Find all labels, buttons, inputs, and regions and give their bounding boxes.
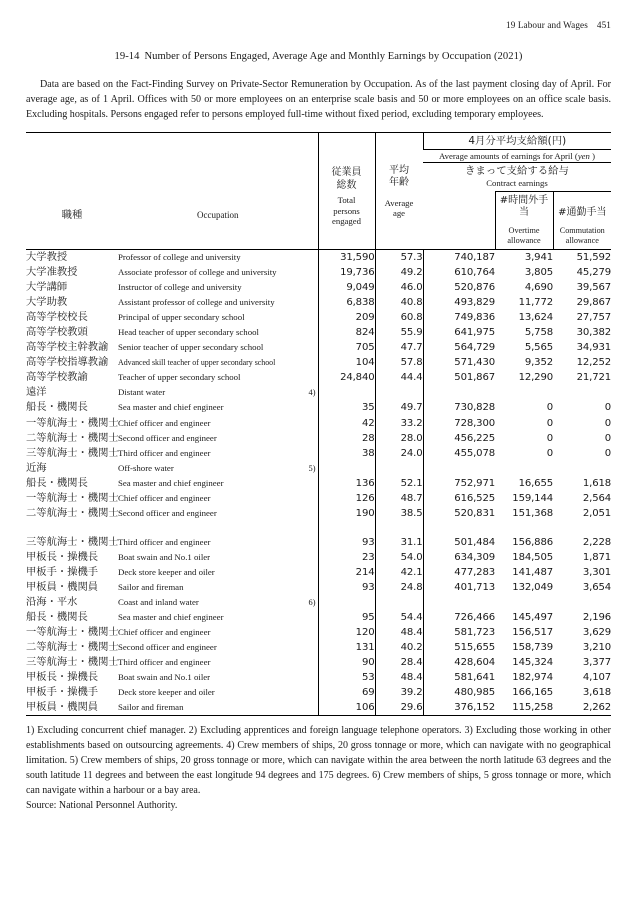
row-overtime-allowance: 141,487: [512, 566, 553, 578]
header-total-persons-jp-line2: 総数: [336, 179, 357, 191]
row-occupation-en: Third officer and engineer: [118, 536, 211, 547]
row-commutation-allowance: 3,629: [582, 627, 612, 639]
row-overtime-allowance: 0: [546, 402, 553, 414]
row-commutation-allowance: 3,301: [582, 566, 612, 578]
row-occupation-jp: 近海: [26, 461, 47, 474]
row-commutation-allowance: 39,567: [576, 282, 612, 294]
row-occupation-jp: 遠洋: [26, 386, 47, 399]
running-head-chapter: 19 Labour and Wages: [506, 20, 588, 30]
row-contract-earnings: 376,152: [423, 700, 495, 715]
row-overtime-allowance: 145,497: [512, 612, 553, 624]
row-average-age: 49.2: [375, 265, 423, 280]
row-total-persons: 93: [318, 580, 375, 595]
header-total-persons: [318, 132, 375, 249]
row-commutation-allowance: 2,564: [582, 492, 612, 504]
row-commutation-allowance: 2,196: [582, 612, 612, 624]
row-overtime-allowance: 132,049: [512, 581, 553, 593]
row-overtime-allowance: 115,258: [512, 702, 553, 714]
row-contract-earnings: 726,466: [423, 610, 495, 625]
row-contract-earnings: 634,309: [423, 550, 495, 565]
row-contract-earnings: 493,829: [423, 295, 495, 310]
row-commutation-allowance: 34,931: [576, 342, 612, 354]
row-overtime-allowance: 3,805: [524, 267, 553, 279]
row-average-age: 46.0: [375, 280, 423, 295]
row-occupation-jp: 高等学校教頭: [26, 326, 88, 339]
row-overtime-allowance: 158,739: [512, 642, 553, 654]
table-body: [26, 249, 611, 715]
row-occupation-en: Sea master and chief engineer: [118, 402, 224, 413]
row-average-age: 28.4: [375, 655, 423, 670]
row-average-age: 40.8: [375, 295, 423, 310]
row-overtime-allowance: [495, 461, 553, 476]
row-occupation-jp: 三等航海士・機関士: [26, 446, 119, 459]
row-overtime-allowance: 16,655: [518, 477, 553, 489]
header-commutation-allowance-en-line2: allowance: [565, 235, 599, 245]
row-occupation-en: Chief officer and engineer: [118, 627, 211, 638]
table-row: [26, 416, 611, 431]
row-overtime-allowance: [495, 385, 553, 400]
row-average-age: 42.1: [375, 565, 423, 580]
row-total-persons: 214: [318, 565, 375, 580]
row-average-age: 52.1: [375, 476, 423, 491]
row-average-age: 24.0: [375, 446, 423, 461]
row-contract-earnings: 581,641: [423, 670, 495, 685]
row-total-persons: 19,736: [318, 265, 375, 280]
footnote-reference: 6): [308, 598, 316, 608]
row-occupation-en: Assistant professor of college and university: [118, 297, 275, 308]
header-contract-earnings-jp: きまって支給する給与: [465, 165, 569, 178]
row-occupation-jp: 船長・機関長: [26, 476, 88, 489]
table-row: [26, 370, 611, 385]
header-overtime-allowance: [495, 191, 553, 249]
table-row: [26, 280, 611, 295]
row-overtime-allowance: 182,974: [512, 672, 553, 684]
row-commutation-allowance: [553, 385, 611, 400]
header-total-persons-en-line1: Total: [337, 195, 356, 206]
row-commutation-allowance: 30,382: [576, 327, 612, 339]
row-occupation-jp: 一等航海士・機関士: [26, 491, 119, 504]
row-total-persons: 136: [318, 476, 375, 491]
row-average-age: 54.0: [375, 550, 423, 565]
row-contract-earnings: [423, 385, 495, 400]
row-commutation-allowance: 1,871: [582, 551, 612, 563]
row-overtime-allowance: [495, 595, 553, 610]
row-occupation-en: Teacher of upper secondary school: [118, 372, 241, 383]
row-occupation-en: Second officer and engineer: [118, 642, 217, 653]
row-occupation-jp: 二等航海士・機関士: [26, 506, 119, 519]
row-average-age: [375, 385, 423, 400]
header-occupation-en: [118, 132, 318, 249]
row-commutation-allowance: 0: [604, 432, 612, 444]
row-commutation-allowance: 27,757: [576, 312, 612, 324]
row-contract-earnings: 730,828: [423, 400, 495, 415]
table-row: [26, 506, 611, 521]
table-row: [26, 640, 611, 655]
row-commutation-allowance: 1,618: [582, 477, 612, 489]
table-row: [26, 385, 611, 400]
table-row: [26, 355, 611, 370]
row-contract-earnings: 564,729: [423, 340, 495, 355]
table-row: [26, 431, 611, 446]
table-row: [26, 700, 611, 715]
row-contract-earnings: 401,713: [423, 580, 495, 595]
row-total-persons: 120: [318, 625, 375, 640]
table-row: [26, 685, 611, 700]
row-occupation-en: Deck store keeper and oiler: [118, 566, 215, 577]
header-average-age-jp-line1: 平均: [389, 164, 409, 176]
row-overtime-allowance: 151,368: [512, 507, 553, 519]
row-commutation-allowance: 29,867: [576, 297, 612, 309]
row-occupation-en: Head teacher of upper secondary school: [118, 327, 259, 338]
row-contract-earnings: [423, 595, 495, 610]
footnotes: 1) Excluding concurrent chief manager. 2) Excluding apprentices and foreign language telephone operators. 3) Excluding those working in other establishments based on outsourcing agreements. 4) Crew members of ships, 20 gross tonnage or more, which can navigate with no geographical limitation. 5) Crew members of ships, 20 gross tonnage or more, which can navigate within the area between the north latitude 63 degrees and the south latitude 11 degrees and between the east longitude 94 degrees and 175 degrees. 6) Crew members of ships, 5 gross tonnage or more, which can navigate within a harbour or a bay area.: [26, 725, 611, 797]
row-occupation-jp: 甲板長・操機長: [26, 550, 99, 563]
row-occupation-en: Coast and inland water 6): [118, 595, 318, 610]
table-row: [26, 610, 611, 625]
row-total-persons: 104: [318, 355, 375, 370]
header-overtime-allowance-en-line2: allowance: [507, 235, 541, 245]
footnote-reference: 5): [308, 463, 316, 473]
row-overtime-allowance: 159,144: [512, 492, 553, 504]
row-occupation-jp: 一等航海士・機関士: [26, 626, 119, 639]
row-overtime-allowance: 9,352: [524, 357, 553, 369]
row-commutation-allowance: 2,228: [582, 536, 612, 548]
row-occupation-en: Sea master and chief engineer: [118, 477, 224, 488]
row-occupation-jp: 高等学校校長: [26, 311, 88, 324]
header-april-earnings-jp: 4月分平均支給額(円): [468, 134, 567, 147]
row-occupation-jp: 一等航海士・機関士: [26, 416, 119, 429]
header-average-age: [375, 132, 423, 249]
row-overtime-allowance: 0: [546, 447, 553, 459]
row-contract-earnings: 428,604: [423, 655, 495, 670]
row-occupation-jp: 沿海・平水: [26, 596, 78, 609]
row-average-age: 55.9: [375, 325, 423, 340]
row-occupation-en: Associate professor of college and university: [118, 267, 277, 278]
row-contract-earnings: 571,430: [423, 355, 495, 370]
row-commutation-allowance: 3,377: [582, 657, 612, 669]
row-occupation-en: Principal of upper secondary school: [118, 312, 245, 323]
row-occupation-en: Instructor of college and university: [118, 282, 242, 293]
row-occupation-en: Deck store keeper and oiler: [118, 687, 215, 698]
row-total-persons: 31,590: [318, 249, 375, 265]
row-total-persons: 106: [318, 700, 375, 715]
header-april-earnings-en-post: ): [589, 150, 595, 161]
row-total-persons: 209: [318, 310, 375, 325]
row-total-persons: 6,838: [318, 295, 375, 310]
row-contract-earnings: 520,831: [423, 506, 495, 521]
running-head: [26, 18, 611, 32]
footnote-reference: 4): [308, 388, 316, 398]
row-contract-earnings: 749,836: [423, 310, 495, 325]
row-average-age: 39.2: [375, 685, 423, 700]
row-total-persons: [318, 595, 375, 610]
row-commutation-allowance: 12,252: [576, 357, 612, 369]
header-total-persons-en-line2: persons: [333, 205, 360, 216]
table-row: [26, 446, 611, 461]
row-overtime-allowance: 156,517: [512, 627, 553, 639]
row-total-persons: 23: [318, 550, 375, 565]
header-occupation-jp: [26, 132, 118, 249]
header-total-persons-jp-line1: 従業員: [331, 167, 362, 179]
row-total-persons: 42: [318, 416, 375, 431]
statistics-table: [26, 132, 611, 716]
row-occupation-jp: 大学講師: [26, 281, 68, 294]
row-average-age: 47.7: [375, 340, 423, 355]
table-row: [26, 655, 611, 670]
row-occupation-jp: 二等航海士・機関士: [26, 641, 119, 654]
row-commutation-allowance: 0: [604, 417, 612, 429]
header-average-age-en-line1: Average: [384, 197, 414, 208]
page-title: [26, 51, 611, 62]
row-contract-earnings: 728,300: [423, 416, 495, 431]
row-occupation-en: Advanced skill teacher of upper secondary school: [118, 358, 276, 368]
row-average-age: 33.2: [375, 416, 423, 431]
row-average-age: 28.0: [375, 431, 423, 446]
row-average-age: 57.3: [375, 249, 423, 265]
row-average-age: 24.8: [375, 580, 423, 595]
row-occupation-en: Second officer and engineer: [118, 507, 217, 518]
row-contract-earnings: 610,764: [423, 265, 495, 280]
table-row: [26, 249, 611, 265]
row-total-persons: 35: [318, 400, 375, 415]
row-occupation-jp: 大学教授: [26, 249, 118, 265]
row-occupation-en: Distant water 4): [118, 385, 318, 400]
headnote-paragraph: Data are based on the Fact-Finding Survey on Private-Sector Remuneration by Occupation. As of the last payment closing day of April. For average age, as of 1 April. Offices with 50 or more employees on an enterprise scale basis and 50 or more employees on an office scale basis. Excluding hospitals. Persons engaged refer to persons employed full-time without fixed period, excluding temporary employees.: [26, 79, 611, 121]
table-row: [26, 265, 611, 280]
row-commutation-allowance: 3,210: [582, 642, 612, 654]
row-overtime-allowance: 156,886: [512, 536, 553, 548]
row-commutation-allowance: 2,051: [582, 507, 612, 519]
row-occupation-jp: 高等学校指導教諭: [26, 356, 109, 369]
row-occupation-en: Senior teacher of upper secondary school: [118, 342, 264, 353]
row-total-persons: 53: [318, 670, 375, 685]
table-header: [26, 132, 611, 249]
row-occupation-jp: 高等学校主幹教諭: [26, 341, 109, 354]
row-contract-earnings: 581,723: [423, 625, 495, 640]
row-total-persons: 38: [318, 446, 375, 461]
table-row: [26, 476, 611, 491]
row-occupation-jp: 三等航海士・機関士: [26, 535, 119, 548]
row-occupation-jp: 大学准教授: [26, 266, 78, 279]
row-total-persons: 9,049: [318, 280, 375, 295]
header-average-age-jp-line2: 年齢: [389, 177, 409, 189]
row-total-persons: [318, 385, 375, 400]
row-total-persons: 24,840: [318, 370, 375, 385]
header-average-age-en-line2: age: [392, 208, 406, 219]
table-row: [26, 310, 611, 325]
row-overtime-allowance: 5,565: [524, 342, 553, 354]
row-occupation-en: Professor of college and university: [118, 249, 318, 265]
row-occupation-jp: 船長・機関長: [26, 401, 88, 414]
header-occupation-en-label: Occupation: [197, 210, 239, 221]
header-contract-spacer: [423, 191, 495, 249]
row-overtime-allowance: 184,505: [512, 551, 553, 563]
row-average-age: 57.8: [375, 355, 423, 370]
row-total-persons: 131: [318, 640, 375, 655]
row-occupation-en: Sailor and fireman: [118, 581, 184, 592]
row-occupation-en: Third officer and engineer: [118, 447, 211, 458]
table-row: [26, 625, 611, 640]
row-contract-earnings: 456,225: [423, 431, 495, 446]
row-total-persons: 93: [318, 535, 375, 550]
table-row: [26, 670, 611, 685]
source-line: Source: National Personnel Authority.: [26, 800, 178, 812]
row-total-persons: 705: [318, 340, 375, 355]
table-row: [26, 325, 611, 340]
row-overtime-allowance: 145,324: [512, 657, 553, 669]
row-occupation-en: Boat swain and No.1 oiler: [118, 672, 211, 683]
table-row: [26, 580, 611, 595]
row-occupation-jp: 甲板員・機関員: [26, 580, 99, 593]
header-april-earnings-en-cell: [423, 149, 611, 163]
row-average-age: [375, 595, 423, 610]
row-commutation-allowance: 3,618: [582, 687, 612, 699]
table-row-spacer: [26, 521, 611, 535]
row-average-age: 29.6: [375, 700, 423, 715]
table-title-text: Number of Persons Engaged, Average Age and Monthly Earnings by Occupation (2021): [144, 51, 523, 62]
row-occupation-en: Second officer and engineer: [118, 432, 217, 443]
statistics-table-wrapper: [26, 132, 611, 717]
header-april-earnings: [423, 132, 611, 149]
row-occupation-jp: 甲板長・操機長: [26, 671, 99, 684]
row-average-age: 48.4: [375, 625, 423, 640]
row-overtime-allowance: 166,165: [512, 687, 553, 699]
table-bottom-rule: [26, 715, 611, 716]
row-average-age: 49.7: [375, 400, 423, 415]
row-total-persons: 69: [318, 685, 375, 700]
header-contract-earnings-jp-cell: [423, 163, 611, 179]
row-overtime-allowance: 11,772: [518, 297, 553, 309]
row-commutation-allowance: 0: [604, 402, 612, 414]
row-total-persons: 190: [318, 506, 375, 521]
row-occupation-en: Third officer and engineer: [118, 657, 211, 668]
header-april-earnings-en-pre: Average amounts of earnings for April (: [439, 150, 578, 161]
row-contract-earnings: 616,525: [423, 491, 495, 506]
header-overtime-allowance-en-line1: Overtime: [508, 225, 540, 235]
table-row: [26, 461, 611, 476]
row-average-age: 54.4: [375, 610, 423, 625]
row-contract-earnings: 480,985: [423, 685, 495, 700]
row-average-age: 60.8: [375, 310, 423, 325]
row-total-persons: 126: [318, 491, 375, 506]
row-average-age: 40.2: [375, 640, 423, 655]
row-overtime-allowance: 4,690: [524, 282, 553, 294]
row-occupation-en: Sea master and chief engineer: [118, 612, 224, 623]
row-occupation-jp: 甲板手・操機手: [26, 565, 99, 578]
table-number: 19-14: [114, 51, 140, 62]
row-contract-earnings: 752,971: [423, 476, 495, 491]
table-row: [26, 400, 611, 415]
row-occupation-en: Off-shore water 5): [118, 461, 318, 476]
header-commutation-allowance-en-line1: Commutation: [559, 225, 605, 235]
row-occupation-jp: 三等航海士・機関士: [26, 656, 119, 669]
row-average-age: 38.5: [375, 506, 423, 521]
header-contract-earnings-en: Contract earnings: [486, 178, 548, 189]
row-total-persons: 824: [318, 325, 375, 340]
row-occupation-jp: 高等学校教諭: [26, 371, 88, 384]
row-commutation-allowance: [553, 595, 611, 610]
row-total-persons: [318, 461, 375, 476]
row-occupation-en: Sailor and fireman: [118, 702, 184, 713]
header-total-persons-en-line3: engaged: [332, 216, 361, 227]
row-overtime-allowance: 0: [546, 432, 553, 444]
row-average-age: 48.7: [375, 491, 423, 506]
header-commutation-allowance: [553, 191, 611, 249]
table-row: [26, 595, 611, 610]
row-contract-earnings: 501,867: [423, 370, 495, 385]
row-total-persons: 28: [318, 431, 375, 446]
row-overtime-allowance: 5,758: [524, 327, 553, 339]
table-row: [26, 491, 611, 506]
row-overtime-allowance: 0: [546, 417, 553, 429]
row-occupation-jp: 甲板員・機関員: [26, 701, 99, 714]
row-occupation-en: Boat swain and No.1 oiler: [118, 551, 211, 562]
row-commutation-allowance: 45,279: [576, 267, 612, 279]
header-occupation-jp-label: 職種: [61, 209, 83, 222]
row-commutation-allowance: 4,107: [582, 672, 612, 684]
row-average-age: 31.1: [375, 535, 423, 550]
row-occupation-jp: 甲板手・操機手: [26, 686, 99, 699]
header-overtime-allowance-jp: #時間外手当: [499, 194, 549, 219]
row-contract-earnings: 455,078: [423, 446, 495, 461]
running-head-page-number: 451: [596, 20, 611, 30]
row-average-age: [375, 461, 423, 476]
header-april-earnings-en-yen: yen: [577, 150, 590, 161]
row-occupation-jp: 二等航海士・機関士: [26, 431, 119, 444]
row-commutation-allowance: 2,262: [582, 702, 612, 714]
header-contract-earnings-en-cell: [423, 178, 611, 191]
row-overtime-allowance: 3,941: [495, 249, 553, 265]
row-occupation-en: Chief officer and engineer: [118, 492, 211, 503]
table-row: [26, 535, 611, 550]
table-row: [26, 340, 611, 355]
row-contract-earnings: 477,283: [423, 565, 495, 580]
row-overtime-allowance: 12,290: [518, 372, 553, 384]
row-contract-earnings: 501,484: [423, 535, 495, 550]
table-row: [26, 565, 611, 580]
row-total-persons: 90: [318, 655, 375, 670]
table-row: [26, 550, 611, 565]
row-commutation-allowance: 0: [604, 447, 612, 459]
row-commutation-allowance: 21,721: [576, 372, 612, 384]
row-contract-earnings: 641,975: [423, 325, 495, 340]
row-overtime-allowance: 13,624: [518, 312, 553, 324]
row-occupation-jp: 大学助教: [26, 296, 68, 309]
row-occupation-jp: 船長・機関長: [26, 611, 88, 624]
row-contract-earnings: 515,655: [423, 640, 495, 655]
row-commutation-allowance: 51,592: [553, 249, 611, 265]
row-contract-earnings: 520,876: [423, 280, 495, 295]
row-commutation-allowance: [553, 461, 611, 476]
row-average-age: 44.4: [375, 370, 423, 385]
row-contract-earnings: [423, 461, 495, 476]
table-row: [26, 295, 611, 310]
header-commutation-allowance-jp: #通勤手当: [558, 207, 607, 219]
row-contract-earnings: 740,187: [423, 249, 495, 265]
row-occupation-en: Chief officer and engineer: [118, 417, 211, 428]
row-total-persons: 95: [318, 610, 375, 625]
row-average-age: 48.4: [375, 670, 423, 685]
row-commutation-allowance: 3,654: [582, 581, 612, 593]
